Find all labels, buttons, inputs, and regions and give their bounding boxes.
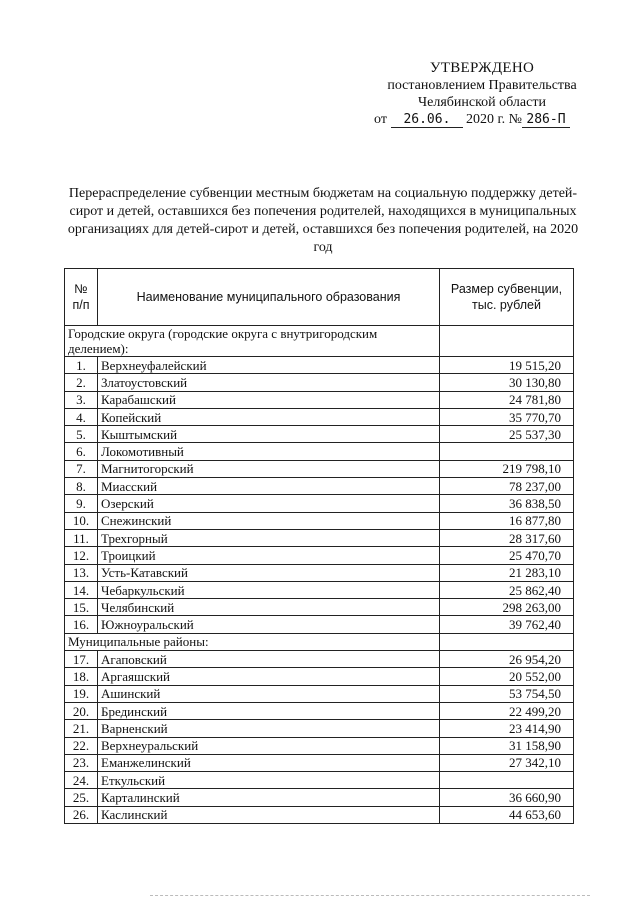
row-number: 21. — [65, 720, 98, 737]
subsidy-value: 39 762,40 — [440, 616, 574, 633]
header-value: Размер субвенции, тыс. рублей — [440, 269, 574, 326]
municipality-name: Еткульский — [98, 772, 440, 789]
document-heading: Перераспределение субвенции местным бюджетам на социальную поддержку детей-сирот и детей, оставшихся без попечения родителей, находящихся в муниципальных организациях для детей-сирот и детей, оставшихся без попечения родителей, на 2020 год — [67, 186, 579, 255]
table-row — [65, 806, 574, 823]
table-row — [65, 668, 574, 685]
municipality-name: Кыштымский — [98, 426, 440, 443]
table-row — [65, 754, 574, 771]
municipality-name: Троицкий — [98, 547, 440, 564]
municipality-name: Усть-Катавский — [98, 564, 440, 581]
table-row — [65, 426, 574, 443]
row-number: 5. — [65, 426, 98, 443]
table-row — [65, 495, 574, 512]
subsidy-value: 28 317,60 — [440, 529, 574, 546]
municipality-name: Миасский — [98, 478, 440, 495]
dateline-year: 2020 г. № — [465, 112, 522, 127]
table-row — [65, 547, 574, 564]
municipality-name: Брединский — [98, 702, 440, 719]
row-number: 1. — [65, 357, 98, 374]
table-row — [65, 529, 574, 546]
dateline-prefix: от — [374, 112, 387, 127]
table-body — [65, 326, 574, 824]
municipality-name: Снежинский — [98, 512, 440, 529]
subsidy-value: 219 798,10 — [440, 460, 574, 477]
table-row — [65, 651, 574, 668]
row-number: 14. — [65, 581, 98, 598]
row-number: 3. — [65, 391, 98, 408]
table-row — [65, 478, 574, 495]
municipality-name: Копейский — [98, 408, 440, 425]
table-row — [65, 772, 574, 789]
table-row — [65, 599, 574, 616]
table-row — [65, 616, 574, 633]
municipality-name: Челябинский — [98, 599, 440, 616]
section-row — [65, 326, 574, 357]
approval-line-2: Челябинской области — [418, 95, 546, 110]
municipality-name: Верхнеуфалейский — [98, 357, 440, 374]
table-header-row — [65, 269, 574, 326]
subsidy-value: 16 877,80 — [440, 512, 574, 529]
section-value-empty — [440, 633, 574, 650]
table-row — [65, 512, 574, 529]
table-row — [65, 460, 574, 477]
table-row — [65, 443, 574, 460]
approval-title: УТВЕРЖДЕНО — [429, 60, 535, 76]
subsidy-value: 26 954,20 — [440, 651, 574, 668]
subsidy-value: 24 781,80 — [440, 391, 574, 408]
row-number: 16. — [65, 616, 98, 633]
section-row — [65, 633, 574, 650]
subsidy-value: 44 653,60 — [440, 806, 574, 823]
row-number: 9. — [65, 495, 98, 512]
municipality-name: Озерский — [98, 495, 440, 512]
page-bottom-edge — [150, 895, 590, 896]
municipality-name: Варненский — [98, 720, 440, 737]
section-title: Муниципальные районы: — [65, 633, 440, 650]
row-number: 7. — [65, 460, 98, 477]
row-number: 12. — [65, 547, 98, 564]
subsidy-value: 25 862,40 — [440, 581, 574, 598]
approval-line-1: постановлением Правительства — [387, 78, 577, 93]
municipality-name: Верхнеуральский — [98, 737, 440, 754]
municipality-name: Локомотивный — [98, 443, 440, 460]
subsidy-value: 25 470,70 — [440, 547, 574, 564]
table-row — [65, 564, 574, 581]
subsidy-value: 27 342,10 — [440, 754, 574, 771]
subsidy-value: 36 838,50 — [440, 495, 574, 512]
section-title: Городские округа (городские округа с внутригородским делением): — [65, 326, 440, 357]
row-number: 6. — [65, 443, 98, 460]
municipality-name: Златоустовский — [98, 374, 440, 391]
subsidy-value — [440, 443, 574, 460]
table-row — [65, 737, 574, 754]
subsidy-value: 298 263,00 — [440, 599, 574, 616]
section-value-empty — [440, 326, 574, 357]
row-number: 4. — [65, 408, 98, 425]
row-number: 24. — [65, 772, 98, 789]
municipality-name: Каслинский — [98, 806, 440, 823]
municipality-name: Еманжелинский — [98, 754, 440, 771]
municipality-name: Южноуральский — [98, 616, 440, 633]
subsidy-value: 23 414,90 — [440, 720, 574, 737]
municipality-name: Карталинский — [98, 789, 440, 806]
row-number: 25. — [65, 789, 98, 806]
row-number: 23. — [65, 754, 98, 771]
row-number: 13. — [65, 564, 98, 581]
row-number: 8. — [65, 478, 98, 495]
header-name: Наименование муниципального образования — [98, 269, 440, 326]
approval-date: 26.06. — [391, 112, 463, 128]
municipality-name: Агаповский — [98, 651, 440, 668]
subsidy-table — [64, 268, 574, 824]
subsidy-value — [440, 772, 574, 789]
subsidy-value: 20 552,00 — [440, 668, 574, 685]
table-row — [65, 374, 574, 391]
header-num: № п/п — [65, 269, 98, 326]
row-number: 15. — [65, 599, 98, 616]
table-row — [65, 357, 574, 374]
subsidy-value: 19 515,20 — [440, 357, 574, 374]
row-number: 2. — [65, 374, 98, 391]
subsidy-value: 22 499,20 — [440, 702, 574, 719]
row-number: 18. — [65, 668, 98, 685]
subsidy-value: 78 237,00 — [440, 478, 574, 495]
approval-dateline — [374, 112, 570, 128]
table-row — [65, 408, 574, 425]
row-number: 19. — [65, 685, 98, 702]
municipality-name: Ашинский — [98, 685, 440, 702]
row-number: 10. — [65, 512, 98, 529]
row-number: 11. — [65, 529, 98, 546]
subsidy-value: 31 158,90 — [440, 737, 574, 754]
municipality-name: Магнитогорский — [98, 460, 440, 477]
subsidy-value: 36 660,90 — [440, 789, 574, 806]
municipality-name: Карабашский — [98, 391, 440, 408]
table-row — [65, 702, 574, 719]
table-row — [65, 789, 574, 806]
table-row — [65, 581, 574, 598]
row-number: 26. — [65, 806, 98, 823]
subsidy-value: 30 130,80 — [440, 374, 574, 391]
approval-number: 286-П — [522, 112, 570, 128]
subsidy-value: 21 283,10 — [440, 564, 574, 581]
table-row — [65, 391, 574, 408]
row-number: 20. — [65, 702, 98, 719]
subsidy-value: 35 770,70 — [440, 408, 574, 425]
approval-stamp — [372, 60, 592, 111]
municipality-name: Чебаркульский — [98, 581, 440, 598]
subsidy-value: 25 537,30 — [440, 426, 574, 443]
municipality-name: Трехгорный — [98, 529, 440, 546]
table-row — [65, 685, 574, 702]
row-number: 17. — [65, 651, 98, 668]
municipality-name: Аргаяшский — [98, 668, 440, 685]
row-number: 22. — [65, 737, 98, 754]
subsidy-value: 53 754,50 — [440, 685, 574, 702]
table-row — [65, 720, 574, 737]
